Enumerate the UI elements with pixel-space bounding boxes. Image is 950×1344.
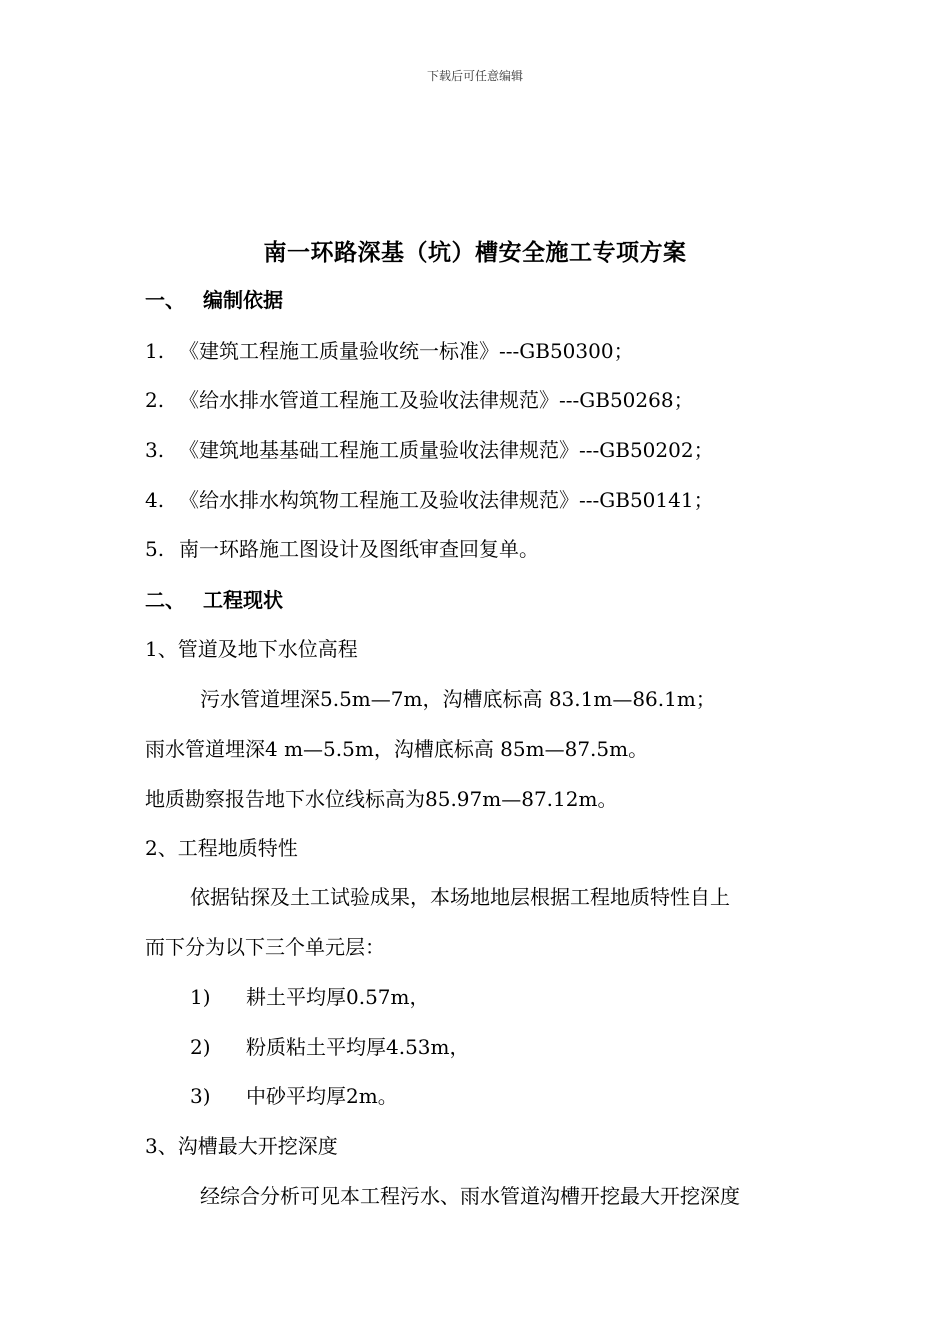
document-title: 南一环路深基（坑）槽安全施工专项方案 (263, 240, 687, 266)
layer-number: 3) (190, 1084, 211, 1108)
layer-number: 2) (190, 1035, 211, 1059)
layer-text: 耕土平均厚0.57m， (246, 985, 430, 1009)
body-text-line: 地质勘察报告地下水位线标高为85.97m—87.12m。 (145, 787, 618, 811)
body-text-line: 而下分为以下三个单元层： (145, 935, 385, 959)
reference-item (145, 386, 694, 414)
body-text-line: 经综合分析可见本工程污水、雨水管道沟槽开挖最大开挖深度 (200, 1184, 740, 1208)
section-number: 一、 (145, 288, 185, 312)
page-header-note: 下载后可任意编辑 (426, 69, 523, 83)
body-text-line: 污水管道埋深5.5m—7m，沟槽底标高 83.1m—86.1m； (200, 687, 716, 711)
layer-text: 粉质粘土平均厚4.53m， (246, 1035, 470, 1059)
body-text-line: 依据钻探及土工试验成果，本场地地层根据工程地质特性自上 (190, 885, 730, 909)
section-heading-2 (145, 586, 283, 614)
subsection-heading: 2、工程地质特性 (145, 836, 298, 860)
reference-text: 《给水排水构筑物工程施工及验收法律规范》---GB50141； (179, 488, 714, 512)
reference-number: 3. (145, 438, 165, 462)
reference-number: 1. (145, 339, 165, 363)
reference-text: 《建筑地基基础工程施工质量验收法律规范》---GB50202； (179, 438, 714, 462)
reference-number: 2. (145, 388, 165, 412)
layer-item (190, 1082, 398, 1110)
layer-item (190, 983, 430, 1011)
reference-item (145, 436, 714, 464)
reference-item (145, 337, 634, 365)
reference-number: 4. (145, 488, 165, 512)
layer-number: 1) (190, 985, 211, 1009)
subsection-heading: 1、管道及地下水位高程 (145, 637, 358, 661)
reference-text: 《给水排水管道工程施工及验收法律规范》---GB50268； (179, 388, 694, 412)
reference-text: 南一环路施工图设计及图纸审查回复单。 (179, 537, 539, 561)
reference-item (145, 535, 539, 563)
layer-item (190, 1033, 470, 1061)
body-text-line: 雨水管道埋深4 m—5.5m，沟槽底标高 85m—87.5m。 (145, 737, 649, 761)
reference-text: 《建筑工程施工质量验收统一标准》---GB50300； (179, 339, 634, 363)
reference-item (145, 486, 714, 514)
section-heading-1 (145, 286, 283, 314)
layer-text: 中砂平均厚2m。 (246, 1084, 398, 1108)
section-title: 编制依据 (203, 288, 283, 312)
subsection-heading: 3、沟槽最大开挖深度 (145, 1134, 338, 1158)
section-title: 工程现状 (203, 588, 283, 612)
section-number: 二、 (145, 588, 185, 612)
reference-number: 5. (145, 537, 165, 561)
